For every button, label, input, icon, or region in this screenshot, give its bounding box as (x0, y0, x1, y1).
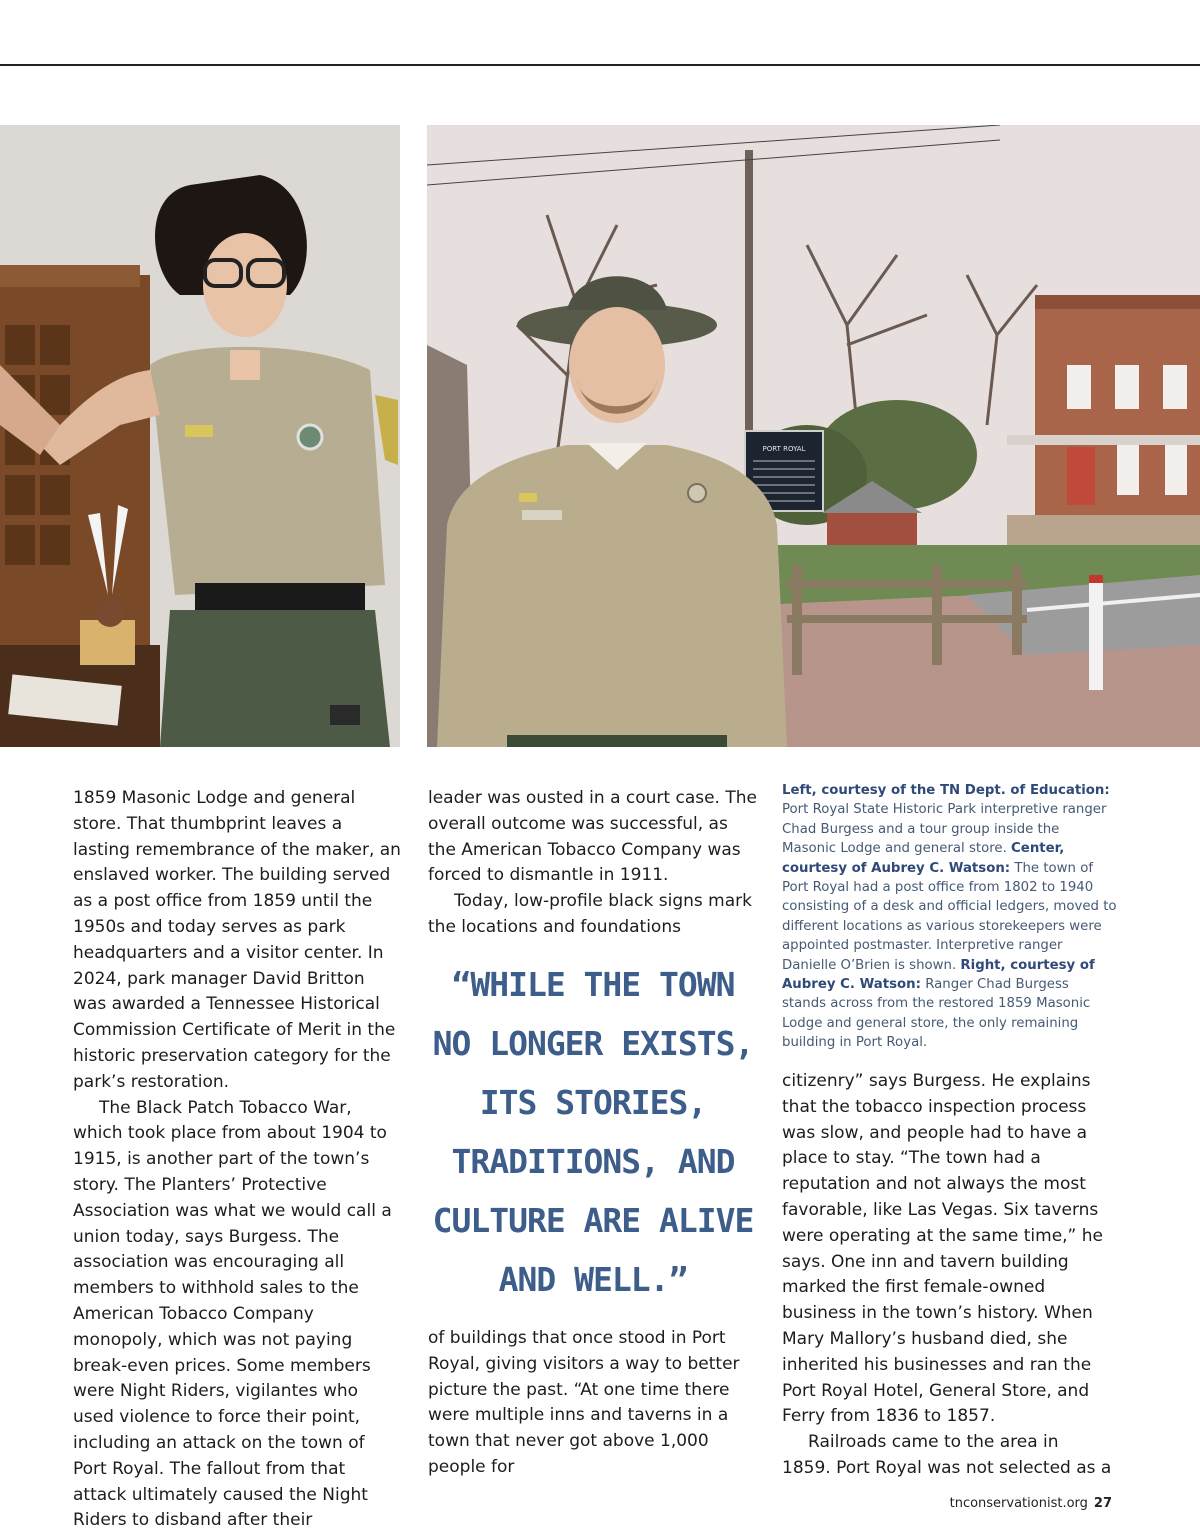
paragraph: The Black Patch Tobacco War, which took place from about 1904 to 1915, is another part of the town’s story. The Planters’ Protective Association was what we would call a union today, says Burgess. The association was encouraging all members to withhold sales to the American Tobacco Company monopoly, which was not paying break-even prices. Some members were Night Riders, vigilantes who used violence to force their point, including an attack on the town of Port Royal. The fallout from that attack ultimately caused the Night Riders to disband after their (73, 1097, 392, 1531)
article-column-2-bottom (428, 1326, 758, 1481)
article-column-2-top (428, 786, 758, 941)
caption-credit-center: Center, courtesy of Aubrey C. Watson: (782, 841, 1065, 876)
paragraph: Today, low-profile black signs mark the locations and foundations (428, 891, 752, 937)
paragraph: citizenry” says Burgess. He explains that the tobacco inspection process was slow, and people had to have a place to stay. “The town had a reputation and not always the most favorable, like Las Vegas. Six taverns were operating at the same time,” he says. One inn and tavern building marked the first female-owned business in the town’s history. When Mary Mallory’s husband died, she inherited his businesses and ran the Port Royal Hotel, General Store, and Ferry from 1836 to 1857. (782, 1071, 1103, 1427)
interpretive-ranger-photo (0, 125, 400, 747)
caption-text-right: Ranger Chad Burgess stands across from the restored 1859 Masonic Lodge and general store, the only remaining building in Port Royal. (782, 977, 1091, 1051)
photo-caption (782, 781, 1117, 1053)
caption-text-left: Port Royal State Historic Park interpretive ranger Chad Burgess and a tour group inside the Masonic Lodge and general store. (782, 802, 1107, 857)
paragraph: Railroads came to the area in 1859. Port Royal was not selected as a (782, 1432, 1112, 1478)
page-footer (950, 1496, 1112, 1511)
paragraph: of buildings that once stood in Port Royal, giving visitors a way to better picture the past. “At one time there were multiple inns and taverns in a town that never got above 1,000 people for (428, 1328, 740, 1477)
caption-text-center: The town of Port Royal had a post office from 1802 to 1940 consisting of a desk and official ledgers, moved to different locations as various storekeepers were appointed postmaster. Interpretive ranger Danielle O’Brien is shown. (782, 860, 1117, 973)
paragraph: 1859 Masonic Lodge and general store. That thumbprint leaves a lasting remembrance of the maker, an enslaved worker. The building served as a post office from 1859 until the 1950s and today serves as park headquarters and a visitor center. In 2024, park manager David Britton was awarded a Tennessee Historical Commission Certificate of Merit in the historic preservation category for the park’s restoration. (73, 788, 401, 1092)
paragraph: leader was ousted in a court case. The overall outcome was successful, as the American Tobacco Company was forced to dismantle in 1911. (428, 788, 757, 886)
site-url[interactable]: tnconservationist.org (949, 1496, 1088, 1511)
ranger-at-masonic-lodge-photo (427, 125, 1200, 747)
caption-credit-left: Left, courtesy of the TN Dept. of Education: (782, 783, 1110, 798)
page-number: 27 (1093, 1496, 1112, 1511)
caption-credit-right: Right, courtesy of Aubrey C. Watson: (782, 957, 1095, 993)
pull-quote: “WHILE THE TOWN NO LONGER EXISTS, ITS STORIES, TRADITIONS, AND CULTURE ARE ALIVE AND WELL.” (432, 965, 754, 1299)
article-column-3 (782, 1069, 1112, 1482)
svg-text:PORT ROYAL: PORT ROYAL (762, 445, 806, 453)
article-column-1 (73, 786, 403, 1534)
header-rule (0, 64, 1200, 66)
